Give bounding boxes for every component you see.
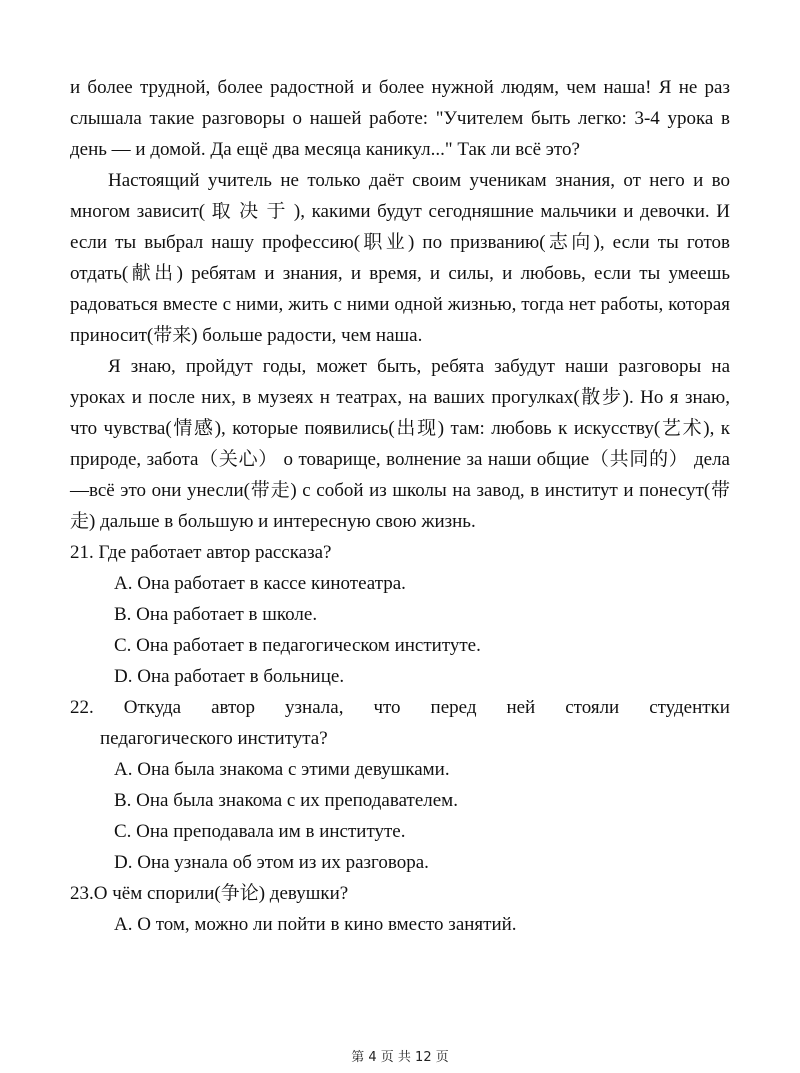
stem-word: стояли — [565, 697, 620, 718]
stem-word: что — [373, 697, 401, 718]
document-page — [70, 72, 730, 940]
answer-option-c: C. Она преподавала им в институте. — [114, 821, 406, 842]
question-23 — [70, 878, 730, 940]
answer-option-b: B. Она была знакома с их преподавателем. — [114, 790, 458, 811]
stem-word: автор — [211, 697, 256, 718]
passage-paragraph-2: Настоящий учитель не только даёт своим ученикам знания, от него и во многом зависит( 取 决 于 ), какими будут сегодняшние мальчики и девочки. И если ты выбрал нашу профессию(职业) по призванию(志向), если ты готов отдать(献出) ребятам и знания, и время, и силы, и любовь, если ты умеешь радоваться вместе с ними, жить с ними одной жизнью, тогда нет работы, которая приносит(带来) больше радости, чем наша. — [70, 170, 730, 346]
answer-option-b: B. Она работает в школе. — [114, 604, 318, 625]
stem-word: ней — [506, 697, 536, 718]
stem-word: Откуда — [123, 697, 182, 718]
answer-option-c: C. Она работает в педагогическом институте. — [114, 635, 481, 656]
page-number-footer: 第 4 页 共 12 页 — [351, 1050, 449, 1065]
question-stem-line-1 — [70, 692, 730, 723]
question-stem: 21. Где работает автор рассказа? — [70, 542, 332, 563]
question-stem: 23.О чём спорили(争论) девушки? — [70, 883, 349, 904]
question-stem — [70, 692, 730, 754]
answer-option-d: D. Она работает в больнице. — [114, 666, 345, 687]
stem-word: студентки — [649, 697, 730, 718]
question-stem-line-2: педагогического института? — [100, 728, 328, 749]
answer-option-a: A. Она работает в кассе кинотеатра. — [114, 573, 406, 594]
stem-word: перед — [430, 697, 477, 718]
answer-option-a: A. О том, можно ли пойти в кино вместо занятий. — [114, 914, 517, 935]
passage-paragraph-1: и более трудной, более радостной и более нужной людям, чем наша! Я не раз слышала такие разговоры о нашей работе: "Учителем быть легко: 3-4 урока в день — и домой. Да ещё два месяца каникул..." Так ли всё это? — [70, 77, 730, 160]
answer-option-d: D. Она узнала об этом из их разговора. — [114, 852, 429, 873]
question-22 — [70, 692, 730, 878]
question-21 — [70, 537, 730, 692]
passage-paragraph-3: Я знаю, пройдут годы, может быть, ребята забудут наши разговоры на уроках и после них, в музеях н театрах, на ваших прогулках(散步). Но я знаю, что чувства(情感), которые появились(出现) там: любовь к искусству(艺术), к природе, забота（关心） о товарище, волнение за наши общие（共同的） дела—всё это они унесли(带走) с собой из школы на завод, в институт и понесут(带走) дальше в большую и интересную свою жизнь. — [70, 356, 730, 532]
stem-word: узнала, — [285, 697, 344, 718]
answer-option-a: A. Она была знакома с этими девушками. — [114, 759, 450, 780]
stem-word: 22. — [70, 697, 94, 718]
